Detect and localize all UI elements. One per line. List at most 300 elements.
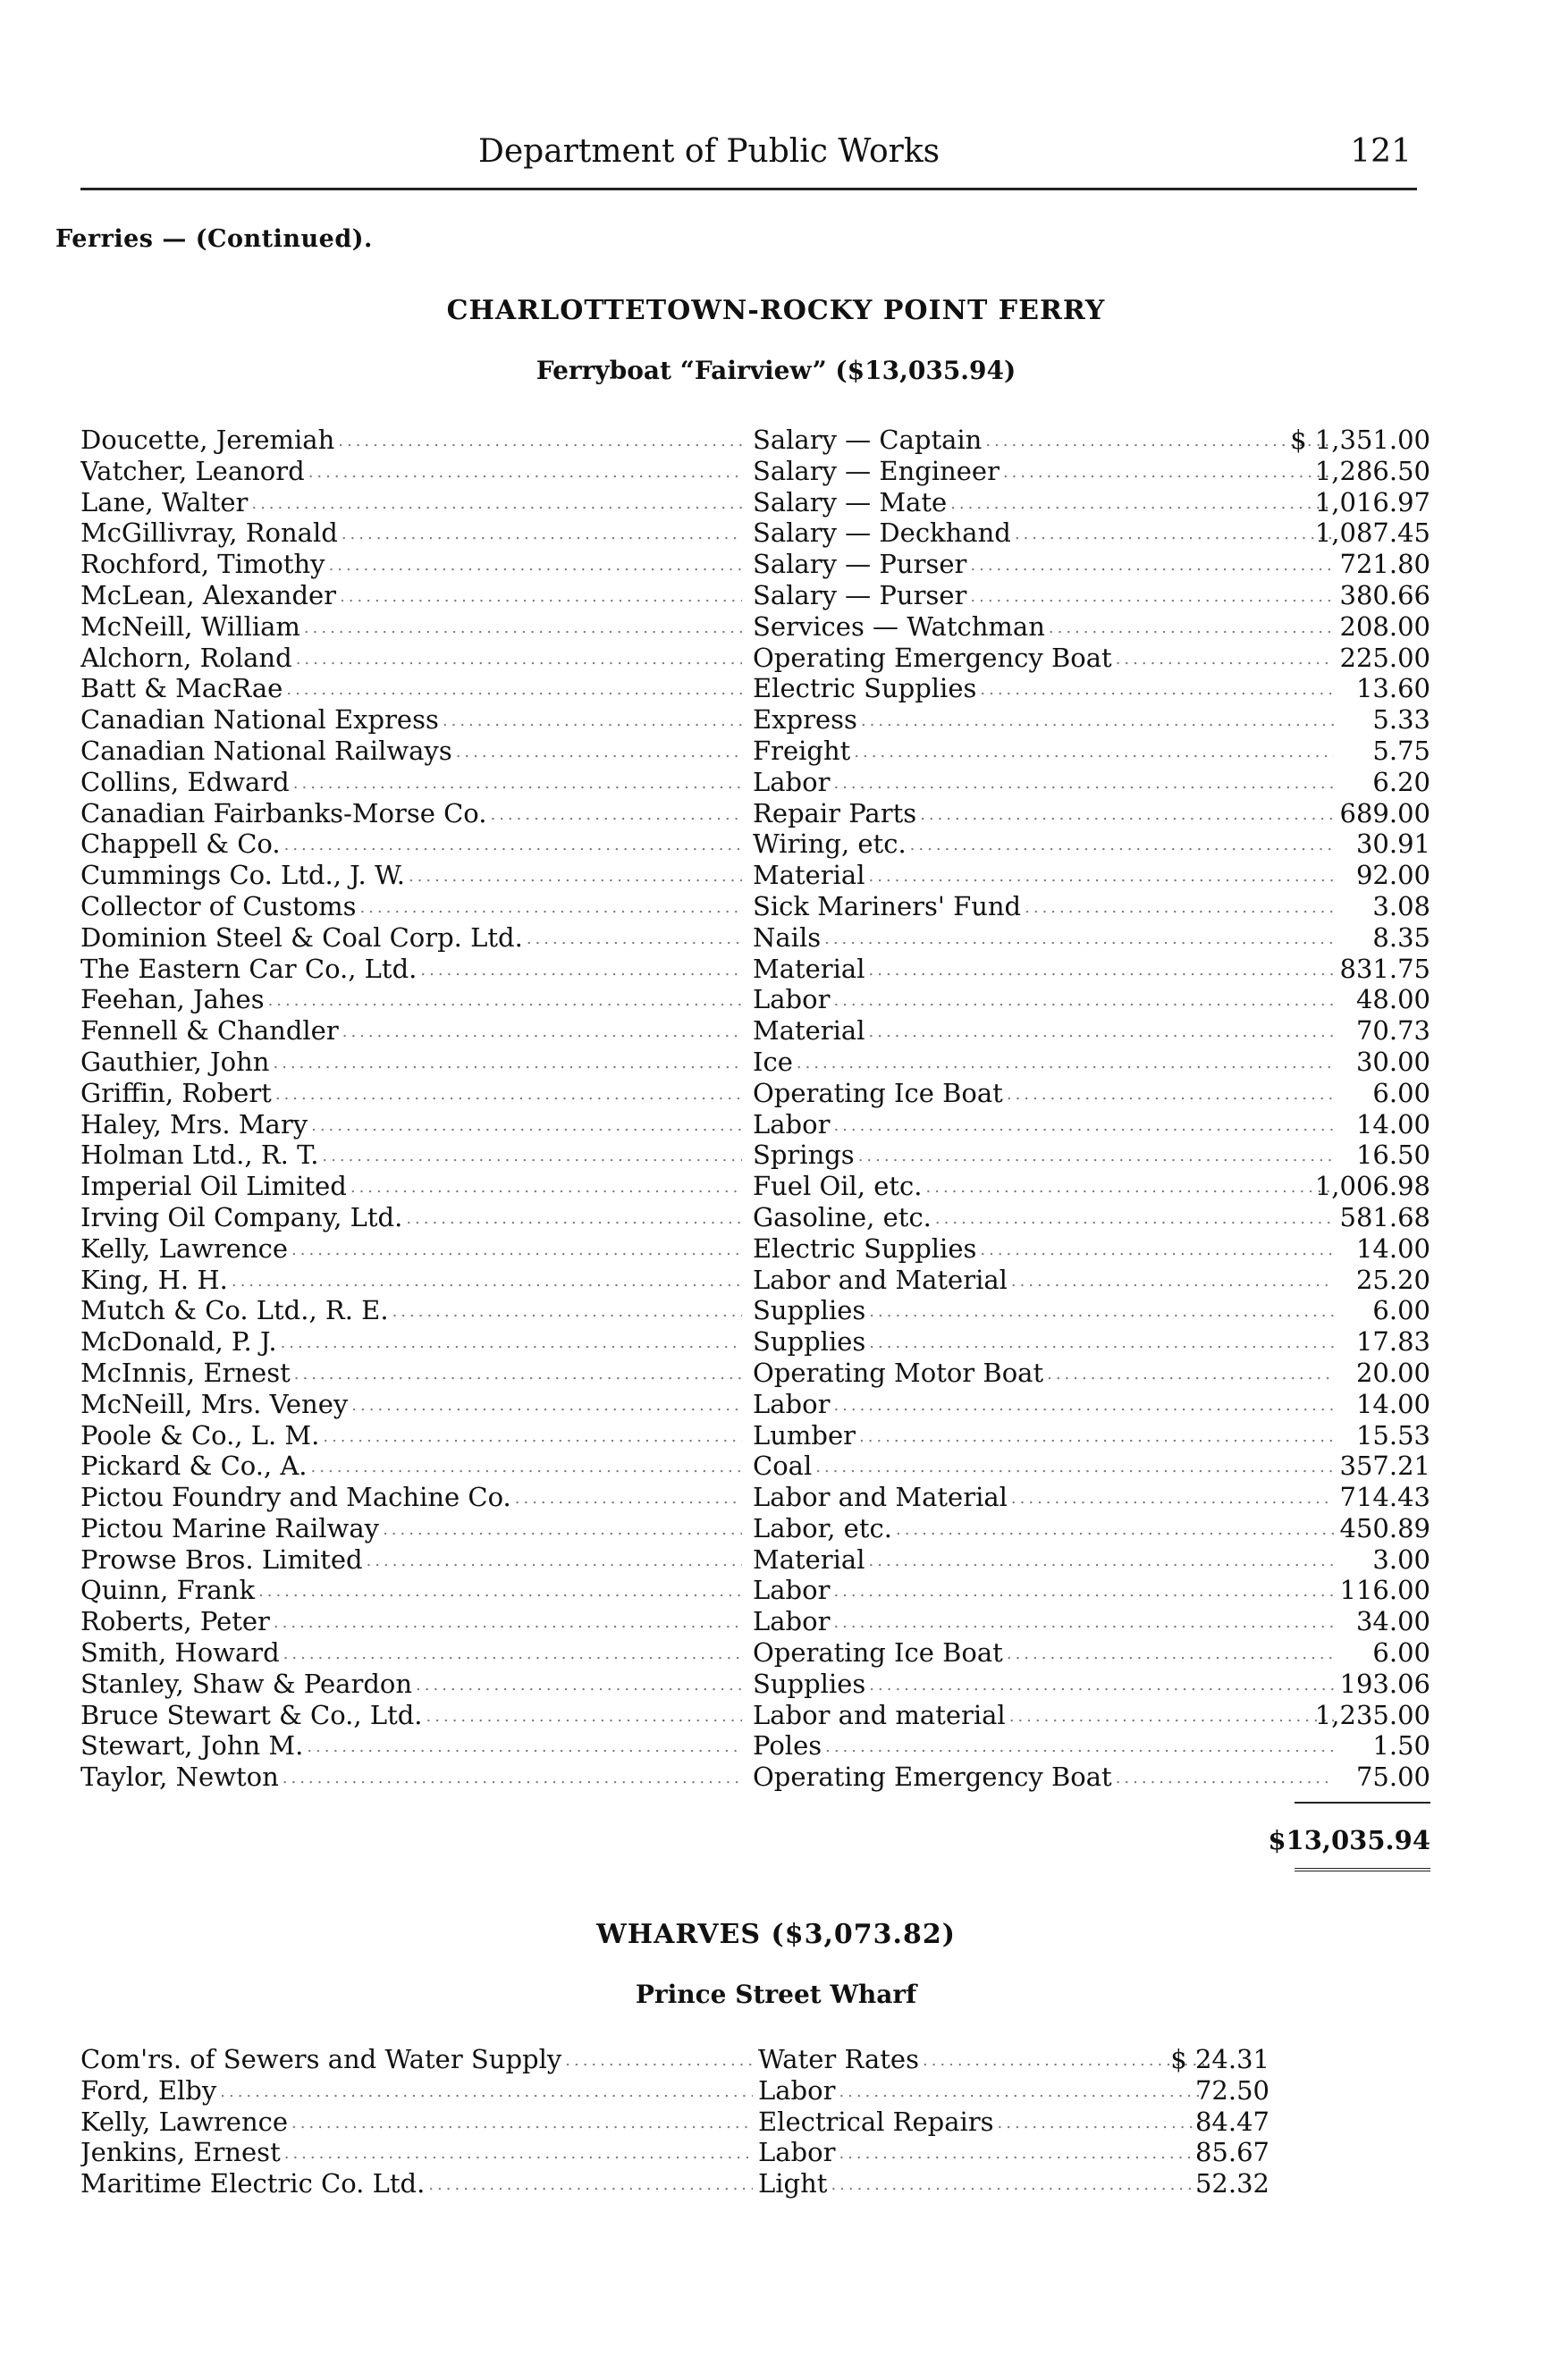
payee-text: Canadian Fairbanks-Morse Co.	[80, 797, 487, 828]
amount-cell	[1162, 2107, 1269, 2137]
payee-text: Collins, Edward	[80, 766, 290, 797]
purpose-cell	[758, 2107, 1205, 2140]
amount-cell	[1162, 2075, 1269, 2106]
payee-cell	[80, 1420, 742, 1454]
dot-leader	[281, 828, 742, 862]
dot-leader	[336, 580, 742, 614]
amount-cell	[1287, 1730, 1430, 1761]
purpose-text: Electric Supplies	[753, 1232, 977, 1264]
dot-leader	[835, 2075, 1205, 2109]
purpose-text: Labor	[753, 1388, 831, 1419]
payee-text: Fennell & Chandler	[80, 1015, 339, 1047]
amount-cell	[1162, 2168, 1269, 2199]
payee-text: Com'rs. of Sewers and Water Supply	[80, 2044, 562, 2074]
purpose-text: Supplies	[753, 1668, 866, 1699]
table-row	[80, 643, 1430, 674]
amount-text: 380.66	[1339, 579, 1430, 610]
payee-text: Doucette, Jeremiah	[80, 425, 335, 455]
purpose-text: Labor	[753, 1108, 831, 1140]
table-row	[80, 425, 1430, 456]
purpose-cell	[753, 611, 1334, 645]
dot-leader	[907, 828, 1334, 862]
page-number: 121	[1350, 133, 1412, 170]
purpose-cell	[753, 580, 1334, 614]
table-row	[80, 456, 1430, 487]
table-row	[80, 1015, 1430, 1047]
dot-leader	[270, 1606, 742, 1640]
amount-text: 581.68	[1339, 1201, 1430, 1232]
purpose-cell	[753, 828, 1334, 862]
amount-text: 450.89	[1339, 1512, 1430, 1543]
amount-text: 116.00	[1339, 1575, 1430, 1606]
amount-text: 1,087.45	[1314, 517, 1430, 549]
payee-cell	[80, 1326, 742, 1360]
amount-cell	[1287, 704, 1430, 735]
payee-text: King, H. H.	[80, 1264, 228, 1295]
table-row	[80, 1389, 1430, 1420]
amount-cell	[1287, 1637, 1430, 1668]
purpose-cell	[753, 1451, 1334, 1484]
amount-cell	[1287, 736, 1430, 766]
table-row	[80, 1637, 1430, 1669]
amount-cell	[1287, 1451, 1430, 1481]
purpose-cell	[758, 2168, 1205, 2202]
purpose-text: Labor	[753, 984, 831, 1015]
amount-text: 3.00	[1372, 1543, 1430, 1575]
amount-text: 714.43	[1339, 1482, 1430, 1513]
purpose-cell	[753, 1109, 1334, 1143]
payee-cell	[80, 425, 742, 458]
purpose-text: Light	[758, 2168, 828, 2199]
amount-text: 6.00	[1372, 1295, 1430, 1326]
dot-leader	[389, 1295, 742, 1329]
payee-text: Quinn, Frank	[80, 1575, 256, 1606]
amount-cell	[1287, 549, 1430, 579]
purpose-text: Material	[753, 860, 865, 891]
amount-text: 831.75	[1339, 953, 1430, 984]
payee-cell	[80, 1202, 742, 1236]
table-row	[80, 704, 1430, 736]
amount-text: 72.50	[1194, 2074, 1269, 2106]
amount-cell	[1287, 1265, 1430, 1295]
ferry-expense-table	[80, 425, 1430, 1793]
amount-text: 14.00	[1355, 1108, 1430, 1140]
payee-cell	[80, 1358, 742, 1392]
purpose-text: Labor	[758, 2074, 836, 2106]
payee-cell	[80, 643, 742, 677]
purpose-cell	[753, 1326, 1334, 1360]
table-row	[80, 1140, 1430, 1171]
amount-cell	[1287, 984, 1430, 1014]
dot-leader	[812, 1451, 1334, 1484]
table-row	[80, 1451, 1430, 1482]
table-row	[80, 2107, 1269, 2138]
table-row	[80, 2075, 1269, 2107]
dot-leader	[916, 798, 1334, 832]
purpose-cell	[753, 1575, 1334, 1609]
amount-text: 5.33	[1372, 704, 1430, 736]
amount-cell	[1287, 1669, 1430, 1699]
dot-leader	[855, 1140, 1334, 1173]
purpose-cell	[753, 487, 1334, 521]
table-row	[80, 1358, 1430, 1389]
table-row	[80, 549, 1430, 580]
dot-leader	[857, 704, 1334, 738]
purpose-cell	[753, 1513, 1334, 1547]
amount-text: 34.00	[1355, 1606, 1430, 1637]
amount-cell	[1287, 1171, 1430, 1201]
table-row	[80, 891, 1430, 922]
purpose-text: Labor and Material	[753, 1264, 1008, 1295]
table-row	[80, 611, 1430, 643]
dot-leader	[932, 1202, 1334, 1236]
continued-label: Ferries — (Continued).	[55, 225, 373, 253]
purpose-cell	[753, 517, 1334, 551]
payee-cell	[80, 517, 742, 551]
purpose-cell	[753, 1730, 1334, 1764]
amount-cell	[1287, 1202, 1430, 1232]
amount-text: 20.00	[1355, 1357, 1430, 1388]
amount-text: 92.00	[1355, 860, 1430, 891]
amount-cell	[1287, 798, 1430, 828]
payee-cell	[80, 922, 742, 956]
purpose-cell	[753, 1606, 1334, 1640]
dot-leader	[305, 456, 742, 490]
payee-text: Cummings Co. Ltd., J. W.	[80, 860, 405, 891]
payee-text: Jenkins, Ernest	[80, 2137, 281, 2168]
amount-cell	[1162, 2044, 1269, 2074]
payee-text: Stewart, John M.	[80, 1730, 304, 1762]
payee-text: Prowse Bros. Limited	[80, 1543, 363, 1575]
payee-text: McLean, Alexander	[80, 579, 337, 610]
amount-text: $ 24.31	[1170, 2044, 1269, 2074]
amount-cell	[1287, 611, 1430, 642]
wharf-expense-table	[80, 2044, 1269, 2199]
dot-leader	[228, 1265, 742, 1299]
amount-cell	[1287, 1606, 1430, 1636]
table-row	[80, 798, 1430, 829]
dot-leader	[319, 1420, 742, 1454]
purpose-cell	[758, 2075, 1205, 2109]
payee-text: Haley, Mrs. Mary	[80, 1108, 308, 1140]
dot-leader	[1006, 1700, 1334, 1734]
amount-cell	[1287, 487, 1430, 517]
table-row	[80, 487, 1430, 518]
purpose-cell	[753, 954, 1334, 988]
purpose-text: Fuel Oil, etc.	[753, 1171, 923, 1202]
table-row	[80, 1575, 1430, 1606]
purpose-cell	[753, 673, 1334, 707]
purpose-text: Labor	[753, 1606, 831, 1637]
amount-text: 16.50	[1355, 1140, 1430, 1171]
table-row	[80, 1606, 1430, 1637]
payee-cell	[80, 1265, 742, 1299]
payee-cell	[80, 2044, 753, 2078]
table-row	[80, 2137, 1269, 2168]
dot-leader	[452, 736, 742, 770]
payee-cell	[80, 2168, 753, 2202]
dot-leader	[830, 767, 1334, 801]
amount-text: 52.32	[1194, 2168, 1269, 2199]
purpose-text: Material	[753, 1015, 865, 1047]
amount-cell	[1287, 425, 1430, 455]
purpose-cell	[753, 549, 1334, 583]
total-rule	[1295, 1802, 1430, 1804]
payee-cell	[80, 1451, 742, 1484]
payee-text: Roberts, Peter	[80, 1606, 270, 1637]
purpose-cell	[753, 704, 1334, 738]
payee-cell	[80, 954, 742, 988]
dot-leader	[280, 1637, 742, 1671]
payee-text: Collector of Customs	[80, 890, 357, 921]
table-row	[80, 1109, 1430, 1140]
purpose-text: Salary — Deckhand	[753, 517, 1011, 549]
purpose-text: Lumber	[753, 1419, 856, 1451]
dot-leader	[281, 2137, 753, 2171]
amount-cell	[1287, 643, 1430, 673]
amount-cell	[1287, 673, 1430, 703]
amount-text: 6.20	[1372, 766, 1430, 797]
table-row	[80, 860, 1430, 891]
purpose-cell	[753, 1700, 1334, 1734]
purpose-cell	[753, 736, 1334, 770]
purpose-text: Coal	[753, 1451, 813, 1482]
purpose-cell	[753, 984, 1334, 1018]
dot-leader	[439, 704, 742, 738]
dot-leader	[269, 1047, 742, 1081]
purpose-text: Operating Emergency Boat	[753, 642, 1112, 673]
dot-leader	[363, 1544, 742, 1578]
table-row	[80, 828, 1430, 860]
purpose-text: Springs	[753, 1140, 855, 1171]
payee-cell	[80, 1482, 742, 1516]
amount-cell	[1287, 1109, 1430, 1140]
dot-leader	[865, 1326, 1334, 1360]
total-double-rule	[1295, 1868, 1430, 1871]
payee-text: Imperial Oil Limited	[80, 1171, 347, 1202]
amount-text: 30.00	[1355, 1046, 1430, 1077]
payee-cell	[80, 456, 742, 490]
purpose-cell	[753, 1233, 1334, 1267]
amount-cell	[1287, 1575, 1430, 1605]
payee-cell	[80, 1700, 742, 1734]
payee-cell	[80, 704, 742, 738]
purpose-text: Ice	[753, 1046, 793, 1077]
purpose-text: Freight	[753, 735, 851, 766]
amount-cell	[1287, 1700, 1430, 1730]
purpose-text: Poles	[753, 1730, 822, 1762]
dot-leader	[292, 643, 742, 677]
amount-text: 1,006.98	[1314, 1171, 1430, 1202]
payee-text: Pictou Foundry and Machine Co.	[80, 1482, 511, 1513]
purpose-cell	[753, 798, 1334, 832]
purpose-text: Salary — Engineer	[753, 455, 1000, 486]
purpose-text: Operating Ice Boat	[753, 1077, 1003, 1108]
dot-leader	[356, 891, 742, 925]
purpose-cell	[753, 891, 1334, 925]
dot-leader	[300, 611, 742, 645]
amount-text: 3.08	[1372, 890, 1430, 921]
purpose-cell	[753, 767, 1334, 801]
purpose-text: Labor	[753, 766, 831, 797]
payee-text: Mutch & Co. Ltd., R. E.	[80, 1295, 389, 1326]
amount-cell	[1287, 1047, 1430, 1077]
purpose-text: Services — Watchman	[753, 610, 1045, 642]
purpose-text: Operating Motor Boat	[753, 1357, 1044, 1388]
payee-cell	[80, 2137, 753, 2171]
dot-leader	[412, 1669, 742, 1703]
dot-leader	[835, 2137, 1205, 2171]
table-row	[80, 736, 1430, 767]
amount-cell	[1287, 1233, 1430, 1264]
payee-cell	[80, 1078, 742, 1112]
purpose-cell	[753, 1047, 1334, 1081]
purpose-text: Operating Ice Boat	[753, 1637, 1003, 1669]
amount-cell	[1287, 1544, 1430, 1575]
dot-leader	[486, 798, 742, 832]
amount-text: 17.83	[1355, 1326, 1430, 1358]
payee-text: Dominion Steel & Coal Corp. Ltd.	[80, 921, 523, 953]
purpose-cell	[753, 1140, 1334, 1173]
dot-leader	[923, 1171, 1335, 1205]
table-row	[80, 1730, 1430, 1762]
dot-leader	[425, 2168, 753, 2202]
table-row	[80, 1078, 1430, 1109]
dot-leader	[976, 1233, 1334, 1267]
amount-text: 84.47	[1194, 2106, 1269, 2137]
dot-leader	[966, 580, 1334, 614]
amount-text: 30.91	[1355, 828, 1430, 860]
dot-leader	[830, 1575, 1334, 1609]
purpose-cell	[753, 1544, 1334, 1578]
amount-text: 8.35	[1372, 921, 1430, 953]
purpose-cell	[753, 1265, 1334, 1299]
dot-leader	[283, 673, 742, 707]
amount-text: 1,235.00	[1314, 1699, 1430, 1730]
purpose-text: Labor	[753, 1575, 831, 1606]
dot-leader	[982, 425, 1334, 458]
purpose-cell	[753, 643, 1334, 677]
dot-leader	[865, 954, 1334, 988]
amount-text: 225.00	[1339, 642, 1430, 673]
payee-text: McGillivray, Ronald	[80, 517, 338, 549]
payee-text: Smith, Howard	[80, 1637, 280, 1669]
payee-cell	[80, 1637, 742, 1671]
payee-text: Rochford, Timothy	[80, 549, 325, 580]
dot-leader	[216, 2075, 753, 2109]
amount-text: 208.00	[1339, 610, 1430, 642]
purpose-text: Material	[753, 953, 865, 984]
purpose-text: Express	[753, 704, 857, 736]
purpose-cell	[753, 456, 1334, 490]
amount-cell	[1287, 922, 1430, 953]
payee-cell	[80, 580, 742, 614]
payee-cell	[80, 1389, 742, 1423]
amount-text: 6.00	[1372, 1077, 1430, 1108]
amount-text: 6.00	[1372, 1637, 1430, 1669]
payee-cell	[80, 1015, 742, 1049]
amount-cell	[1287, 1015, 1430, 1046]
purpose-text: Labor and material	[753, 1699, 1006, 1730]
amount-text: 721.80	[1339, 549, 1430, 580]
dot-leader	[830, 1109, 1334, 1143]
amount-text: 357.21	[1339, 1451, 1430, 1482]
dot-leader	[976, 673, 1334, 707]
purpose-cell	[753, 1389, 1334, 1423]
payee-cell	[80, 1233, 742, 1267]
payee-cell	[80, 673, 742, 707]
payee-text: McInnis, Ernest	[80, 1357, 291, 1388]
table-row	[80, 1233, 1430, 1265]
amount-cell	[1287, 1482, 1430, 1512]
purpose-text: Nails	[753, 921, 822, 953]
purpose-cell	[753, 1078, 1334, 1112]
amount-cell	[1287, 1078, 1430, 1108]
table-row	[80, 1326, 1430, 1358]
dot-leader	[308, 1109, 742, 1143]
amount-text: 85.67	[1194, 2137, 1269, 2168]
amount-text: $ 1,351.00	[1290, 425, 1430, 455]
payee-cell	[80, 1730, 742, 1764]
table-row	[80, 954, 1430, 985]
amount-text: 25.20	[1355, 1264, 1430, 1295]
purpose-text: Gasoline, etc.	[753, 1201, 932, 1232]
payee-cell	[80, 984, 742, 1018]
table-row	[80, 1700, 1430, 1731]
payee-text: Holman Ltd., R. T.	[80, 1140, 319, 1171]
payee-text: Lane, Walter	[80, 486, 249, 517]
dot-leader	[405, 860, 742, 894]
purpose-cell	[753, 1202, 1334, 1236]
purpose-cell	[753, 1015, 1334, 1049]
dot-leader	[830, 1389, 1334, 1423]
purpose-cell	[753, 1762, 1334, 1796]
dot-leader	[1000, 456, 1334, 490]
payee-cell	[80, 2075, 753, 2109]
amount-text: 13.60	[1355, 673, 1430, 704]
wharves-heading: WHARVES ($3,073.82)	[596, 1919, 956, 1950]
purpose-text: Electrical Repairs	[758, 2106, 994, 2137]
dot-leader	[850, 736, 1334, 770]
ferry-total: $13,035.94	[1268, 1825, 1430, 1855]
dot-leader	[856, 1420, 1334, 1454]
dot-leader	[523, 922, 742, 956]
table-row	[80, 580, 1430, 611]
payee-cell	[80, 891, 742, 925]
amount-cell	[1287, 860, 1430, 890]
wharves-subheading: Prince Street Wharf	[635, 1980, 917, 2009]
payee-text: Batt & MacRae	[80, 673, 283, 704]
table-row	[80, 984, 1430, 1015]
amount-text: 15.53	[1355, 1419, 1430, 1451]
purpose-text: Material	[753, 1543, 865, 1575]
purpose-text: Supplies	[753, 1326, 866, 1358]
purpose-text: Repair Parts	[753, 797, 917, 828]
payee-cell	[80, 549, 742, 583]
purpose-text: Supplies	[753, 1295, 866, 1326]
table-row	[80, 1669, 1430, 1700]
purpose-text: Labor and Material	[753, 1482, 1008, 1513]
amount-cell	[1287, 517, 1430, 548]
table-row	[80, 1482, 1430, 1513]
purpose-cell	[753, 860, 1334, 894]
dot-leader	[1003, 1637, 1334, 1671]
payee-text: Bruce Stewart & Co., Ltd.	[80, 1699, 423, 1730]
payee-cell	[80, 1762, 742, 1796]
dot-leader	[511, 1482, 742, 1516]
dot-leader	[347, 1171, 742, 1205]
amount-text: 70.73	[1355, 1015, 1430, 1047]
